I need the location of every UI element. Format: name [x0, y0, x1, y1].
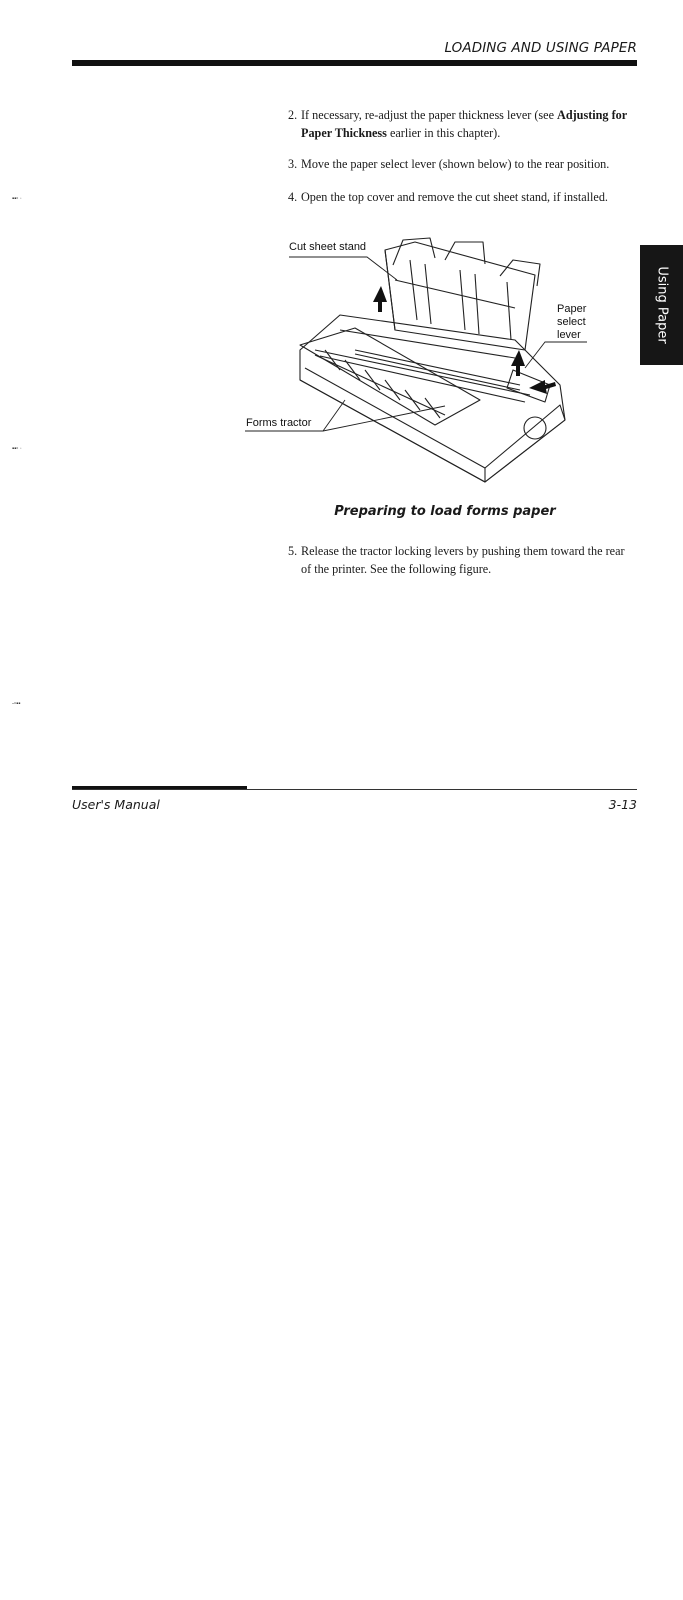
binding-speck-2: ▪▪▫ ·: [12, 446, 22, 452]
binding-speck-3: -▫▪▪: [12, 701, 21, 707]
forms-tractor: [300, 328, 480, 425]
printer-figure: [245, 220, 605, 500]
step-bold-reference: Adjusting for Paper Thickness: [301, 108, 627, 140]
printer-body: [300, 315, 565, 482]
callout-line: Paper: [557, 303, 587, 315]
page-header-title: LOADING AND USING PAPER: [444, 40, 637, 56]
cut-sheet-stand: [385, 238, 540, 350]
footer-page-number: 3-13: [608, 797, 637, 812]
printer-illustration: [245, 220, 605, 495]
step-text: Open the top cover and remove the cut sheet stand, if installed.: [301, 190, 608, 204]
step-number: 5.: [288, 544, 298, 558]
step-4: [288, 188, 633, 206]
side-tab[interactable]: [640, 245, 683, 365]
callout-forms-tractor: Forms tractor: [246, 417, 312, 429]
step-text-after: earlier in this chapter).: [386, 126, 501, 140]
footer-manual-title: User's Manual: [72, 797, 160, 812]
figure-caption: Preparing to load forms paper: [334, 504, 556, 519]
printer-body-right: [485, 405, 565, 482]
step-text: [288, 106, 633, 142]
callout-line: lever: [557, 329, 581, 341]
step-2: [288, 106, 633, 142]
step-3: [288, 155, 633, 173]
step-number: 2.: [288, 108, 298, 122]
side-tab-label: Using Paper: [654, 266, 669, 344]
step-text-before: If necessary, re-adjust the paper thickness lever (see: [301, 108, 558, 122]
callout-cut-sheet-stand: Cut sheet stand: [289, 241, 367, 253]
step-text: Release the tractor locking levers by pushing them toward the rear of the printer. See the following figure.: [301, 544, 625, 576]
binding-speck-1: ▪▪▫ ·: [12, 196, 22, 202]
callout-line: select: [557, 316, 586, 328]
step-5: [288, 542, 633, 578]
step-text: Move the paper select lever (shown below) to the rear position.: [301, 157, 610, 171]
callout-paper-select-lever: [557, 303, 586, 342]
header-rule: [72, 60, 637, 66]
step-number: 4.: [288, 190, 298, 204]
platen-knob: [524, 417, 546, 439]
footer-rule-thin: [72, 789, 637, 790]
step-number: 3.: [288, 157, 298, 171]
